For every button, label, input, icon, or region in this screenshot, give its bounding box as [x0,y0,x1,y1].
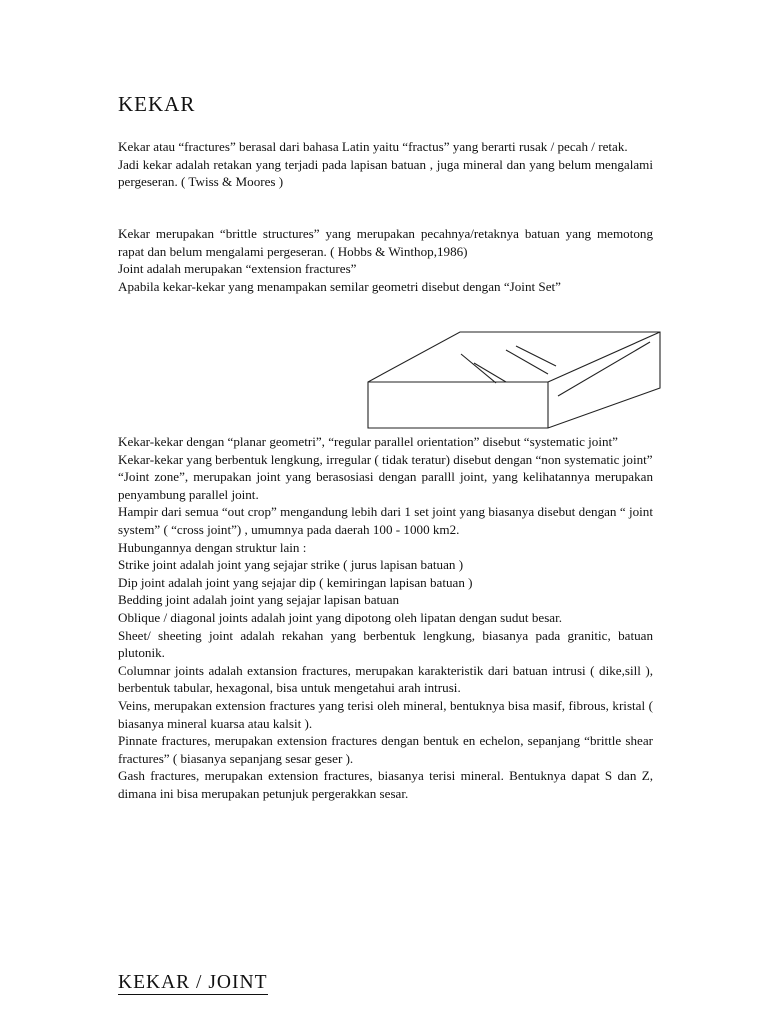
paragraph: “Joint zone”, merupakan joint yang berasosiasi dengan paralll joint, yang kelihatannya merupakan penyambung parallel joint. [118,469,653,502]
page-title: KEKAR [118,92,196,116]
paragraph: Hubungannya dengan struktur lain : [118,539,307,555]
paragraph: Sheet/ sheeting joint adalah rekahan yang berbentuk lengkung, biasanya pada granitic, batuan plutonik. [118,627,653,661]
paragraph: Strike joint adalah joint yang sejajar strike ( jurus lapisan batuan ) [118,557,464,573]
paragraph: Kekar-kekar yang berbentuk lengkung, irregular ( tidak teratur) disebut dengan “non systematic joint” [118,451,653,467]
paragraph: Columnar joints adalah extansion fractures, merupakan karakteristik dari batuan intrusi ( dike,sill ), berbentuk tabular, hexagonal, bisa untuk mengetahui arah intrusi. [118,662,653,696]
paragraph: Apabila kekar-kekar yang menampakan semilar geometri disebut dengan “Joint Set” [118,278,561,294]
paragraph: Pinnate fractures, merupakan extension fractures dengan bentuk en echelon, sepanjang “brittle shear fractures” ( biasanya sepanjang sesar geser ). [118,733,653,766]
paragraph: Hampir dari semua “out crop” mengandung lebih dari 1 set joint yang biasanya disebut dengan “ joint system” ( “cross joint”) , umumnya pada daerah 100 - 1000 km2. [118,504,653,537]
paragraph: Bedding joint adalah joint yang sejajar lapisan batuan [118,592,400,608]
section-title [118,972,268,994]
joint-block-diagram-icon [366,330,664,430]
paragraph: Dip joint adalah joint yang sejajar dip ( kemiringan lapisan batuan ) [118,574,473,590]
paragraph: Joint adalah merupakan “extension fractures” [118,261,357,277]
paragraph: Jadi kekar adalah retakan yang terjadi pada lapisan batuan , juga mineral dan yang belum mengalami pergeseran. ( Twiss & Moores ) [118,156,653,190]
paragraph: Kekar-kekar dengan “planar geometri”, “regular parallel orientation” disebut “systematic joint” [118,434,618,449]
intro-section [118,138,653,191]
body-section [118,433,653,802]
section-title-text: KEKAR / JOINT [118,972,268,993]
paragraph: Kekar merupakan “brittle structures” yang merupakan pecahnya/retaknya batuan yang memotong rapat dan belum mengalami pergeseran. ( Hobbs & Winthop,1986) [118,226,653,259]
paragraph: Kekar atau “fractures” berasal dari bahasa Latin yaitu “fractus” yang berarti rusak / pecah / retak. [118,139,628,154]
paragraph: Oblique / diagonal joints adalah joint yang dipotong oleh lipatan dengan sudut besar. [118,609,563,625]
paragraph: Gash fractures, merupakan extension fractures, biasanya terisi mineral. Bentuknya dapat S dan Z, dimana ini bisa merupakan petunjuk pergerakkan sesar. [118,768,653,801]
paragraph: Veins, merupakan extension fractures yang terisi oleh mineral, bentuknya bisa masif, fibrous, kristal ( biasanya mineral kuarsa atau kalsit ). [118,697,653,731]
definition-section [118,225,653,295]
